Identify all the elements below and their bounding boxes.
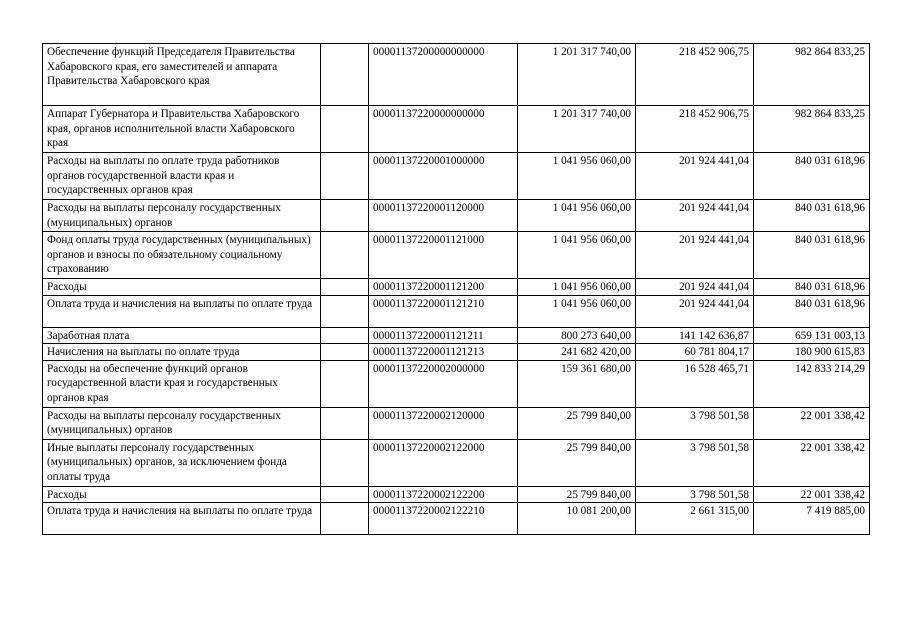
table-row: [43, 407, 870, 439]
table-row: [43, 503, 870, 535]
row-remaining-amount: 840 031 618,96: [754, 295, 870, 327]
row-empty-cell: [321, 344, 369, 361]
row-empty-cell: [321, 153, 369, 200]
table-row: [43, 44, 870, 106]
row-name: Оплата труда и начисления на выплаты по оплате труда: [43, 503, 321, 535]
table-row: [43, 439, 870, 486]
row-executed-amount: 3 798 501,58: [636, 439, 754, 486]
row-remaining-amount: 659 131 003,13: [754, 327, 870, 344]
row-plan-amount: 25 799 840,00: [518, 439, 636, 486]
table-row: [43, 106, 870, 153]
row-executed-amount: 141 142 636,87: [636, 327, 754, 344]
row-code: 00001137220001121210: [369, 295, 518, 327]
row-empty-cell: [321, 486, 369, 503]
row-name: Заработная плата: [43, 327, 321, 344]
table-row: [43, 279, 870, 296]
table-row: [43, 295, 870, 327]
row-code: 00001137220002122000: [369, 439, 518, 486]
row-name: Расходы: [43, 486, 321, 503]
row-plan-amount: 800 273 640,00: [518, 327, 636, 344]
row-executed-amount: 218 452 906,75: [636, 44, 754, 106]
row-plan-amount: 1 041 956 060,00: [518, 279, 636, 296]
row-remaining-amount: 840 031 618,96: [754, 200, 870, 232]
row-plan-amount: 1 041 956 060,00: [518, 232, 636, 279]
row-name: Расходы на обеспечение функций органов государственной власти края и государственных органов края: [43, 360, 321, 407]
row-code: 00001137220002122200: [369, 486, 518, 503]
row-name: Расходы на выплаты персоналу государственных (муниципальных) органов: [43, 200, 321, 232]
row-name: Начисления на выплаты по оплате труда: [43, 344, 321, 361]
table-row: [43, 344, 870, 361]
row-empty-cell: [321, 439, 369, 486]
table-row: [43, 232, 870, 279]
row-plan-amount: 1 041 956 060,00: [518, 153, 636, 200]
row-remaining-amount: 840 031 618,96: [754, 279, 870, 296]
row-code: 00001137220001121200: [369, 279, 518, 296]
row-empty-cell: [321, 44, 369, 106]
row-empty-cell: [321, 295, 369, 327]
row-executed-amount: 201 924 441,04: [636, 232, 754, 279]
row-executed-amount: 16 528 465,71: [636, 360, 754, 407]
row-empty-cell: [321, 106, 369, 153]
row-plan-amount: 159 361 680,00: [518, 360, 636, 407]
row-empty-cell: [321, 232, 369, 279]
row-plan-amount: 241 682 420,00: [518, 344, 636, 361]
row-plan-amount: 10 081 200,00: [518, 503, 636, 535]
table-row: [43, 200, 870, 232]
table-row: [43, 486, 870, 503]
row-plan-amount: 25 799 840,00: [518, 486, 636, 503]
budget-report-sheet: [42, 43, 870, 535]
row-code: 00001137220002000000: [369, 360, 518, 407]
row-name: Аппарат Губернатора и Правительства Хабаровского края, органов исполнительной власти Хабаровского края: [43, 106, 321, 153]
row-empty-cell: [321, 200, 369, 232]
row-remaining-amount: 840 031 618,96: [754, 232, 870, 279]
row-empty-cell: [321, 360, 369, 407]
row-code: 00001137220002120000: [369, 407, 518, 439]
row-executed-amount: 201 924 441,04: [636, 153, 754, 200]
row-plan-amount: 1 041 956 060,00: [518, 295, 636, 327]
row-code: 00001137200000000000: [369, 44, 518, 106]
row-code: 00001137220001000000: [369, 153, 518, 200]
row-remaining-amount: 22 001 338,42: [754, 486, 870, 503]
row-name: Расходы на выплаты персоналу государственных (муниципальных) органов: [43, 407, 321, 439]
row-code: 00001137220001120000: [369, 200, 518, 232]
row-plan-amount: 1 201 317 740,00: [518, 106, 636, 153]
row-remaining-amount: 142 833 214,29: [754, 360, 870, 407]
table-row: [43, 360, 870, 407]
row-name: Обеспечение функций Председателя Правительства Хабаровского края, его заместителей и аппарата Правительства Хабаровского края: [43, 44, 321, 106]
row-code: 00001137220001121000: [369, 232, 518, 279]
row-name: Оплата труда и начисления на выплаты по оплате труда: [43, 295, 321, 327]
row-empty-cell: [321, 407, 369, 439]
row-empty-cell: [321, 327, 369, 344]
row-remaining-amount: 22 001 338,42: [754, 439, 870, 486]
row-code: 00001137220001121211: [369, 327, 518, 344]
row-executed-amount: 3 798 501,58: [636, 486, 754, 503]
row-executed-amount: 201 924 441,04: [636, 200, 754, 232]
row-plan-amount: 25 799 840,00: [518, 407, 636, 439]
row-empty-cell: [321, 503, 369, 535]
row-empty-cell: [321, 279, 369, 296]
row-executed-amount: 2 661 315,00: [636, 503, 754, 535]
table-row: [43, 327, 870, 344]
table-row: [43, 153, 870, 200]
row-name: Фонд оплаты труда государственных (муниципальных) органов и взносы по обязательному социальному страхованию: [43, 232, 321, 279]
row-executed-amount: 201 924 441,04: [636, 295, 754, 327]
row-plan-amount: 1 041 956 060,00: [518, 200, 636, 232]
row-plan-amount: 1 201 317 740,00: [518, 44, 636, 106]
row-executed-amount: 201 924 441,04: [636, 279, 754, 296]
row-remaining-amount: 7 419 885,00: [754, 503, 870, 535]
row-executed-amount: 60 781 804,17: [636, 344, 754, 361]
row-remaining-amount: 982 864 833,25: [754, 44, 870, 106]
row-remaining-amount: 22 001 338,42: [754, 407, 870, 439]
row-remaining-amount: 982 864 833,25: [754, 106, 870, 153]
row-code: 00001137220001121213: [369, 344, 518, 361]
budget-execution-table: [42, 43, 870, 535]
row-executed-amount: 218 452 906,75: [636, 106, 754, 153]
row-executed-amount: 3 798 501,58: [636, 407, 754, 439]
row-name: Расходы: [43, 279, 321, 296]
row-name: Расходы на выплаты по оплате труда работников органов государственной власти края и государственных органов края: [43, 153, 321, 200]
row-code: 00001137220002122210: [369, 503, 518, 535]
row-name: Иные выплаты персоналу государственных (муниципальных) органов, за исключением фонда оплаты труда: [43, 439, 321, 486]
row-code: 00001137220000000000: [369, 106, 518, 153]
row-remaining-amount: 180 900 615,83: [754, 344, 870, 361]
row-remaining-amount: 840 031 618,96: [754, 153, 870, 200]
